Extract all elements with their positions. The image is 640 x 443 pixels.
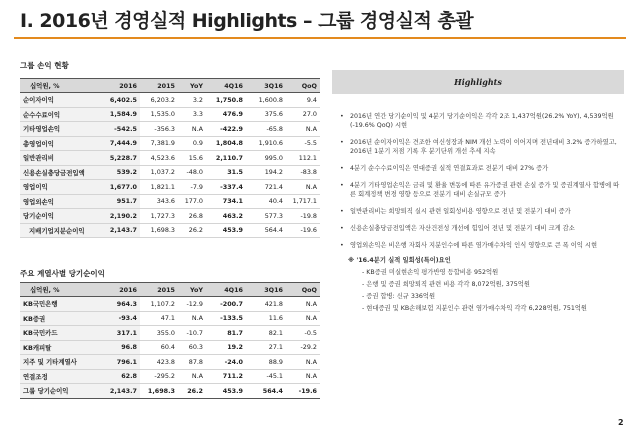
cell: 15.6: [178, 151, 206, 166]
row-label: KB증권: [20, 311, 100, 326]
cell: 112.1: [286, 151, 320, 166]
table-row: [20, 151, 320, 166]
cell: 1,750.8: [206, 93, 246, 108]
cell: 7,381.9: [140, 136, 178, 151]
header-qoq: QoQ: [286, 283, 320, 297]
table-row: [20, 122, 320, 137]
cell: 26.2: [178, 223, 206, 238]
bullet-text: 일반관리비는 희망퇴직 실시 관련 일회성비용 영향으로 전년 및 전분기 대비 증가: [350, 208, 571, 215]
cell: 1,584.9: [100, 107, 140, 122]
cell: 60.3: [178, 340, 206, 355]
list-item: [340, 112, 622, 130]
header-qoq: QoQ: [286, 79, 320, 93]
subsidiary-income-table: [20, 282, 320, 399]
list-item: [340, 224, 622, 233]
cell: 564.4: [246, 384, 286, 399]
section-label-group-pl: 그룹 손익 현황: [20, 61, 69, 70]
row-label: 지배기업지분순이익: [20, 223, 100, 238]
cell: 1,727.3: [140, 209, 178, 224]
note-subitem: - 은행 및 증권 희망퇴직 관련 비용 각각 8,072억원, 375억원: [362, 281, 530, 288]
row-label: 일반관리비: [20, 151, 100, 166]
table-row: [20, 194, 320, 209]
table-header-row: [20, 283, 320, 297]
cell: 1,535.0: [140, 107, 178, 122]
cell: 4,523.6: [140, 151, 178, 166]
bullet-icon: •: [340, 242, 344, 249]
cell: 1,698.3: [140, 384, 178, 399]
page-title: Ⅰ. 2016년 경영실적 Highlights – 그룹 경영실적 총괄: [20, 10, 474, 32]
cell: N.A: [286, 311, 320, 326]
row-label: 지주 및 기타계열사: [20, 355, 100, 370]
bullet-text: 4분기 순수수료이익은 연대증권 실적 연결효과로 전분기 대비 27% 증가: [350, 165, 549, 172]
cell: -65.8: [246, 122, 286, 137]
cell: 0.9: [178, 136, 206, 151]
header-unit: 십억원, %: [20, 79, 100, 93]
cell: 964.3: [100, 297, 140, 312]
table-row: [20, 136, 320, 151]
cell: 177.0: [178, 194, 206, 209]
table-row: [20, 340, 320, 355]
note-subitem: - KB증권 미실현손익 평가반영 등합비용 952억원: [362, 269, 499, 276]
table-row: [20, 223, 320, 238]
bullet-icon: •: [340, 182, 344, 189]
row-label: KB국민카드: [20, 326, 100, 341]
bullet-text: 영업외손익은 비은행 자회사 지분인수에 따른 염가매수차익 인식 영향으로 큰 폭 이익 시현: [350, 242, 598, 249]
cell: 7,444.9: [100, 136, 140, 151]
cell: 47.1: [140, 311, 178, 326]
cell: 476.9: [206, 107, 246, 122]
cell: 88.9: [246, 355, 286, 370]
section-label-subsidiaries: 주요 계열사별 당기순이익: [20, 269, 105, 278]
bullet-text: 신용손실충당금전입액은 자산건전성 개선에 힘입어 전년 및 전분기 대비 크게 감소: [350, 225, 575, 232]
table-row: [20, 297, 320, 312]
row-label: 당기순이익: [20, 209, 100, 224]
cell: 11.6: [246, 311, 286, 326]
cell: 1,677.0: [100, 180, 140, 195]
cell: 31.5: [206, 165, 246, 180]
cell: -19.6: [286, 223, 320, 238]
header-2016: 2016: [100, 283, 140, 297]
cell: 60.4: [140, 340, 178, 355]
cell: 1,600.8: [246, 93, 286, 108]
bullet-icon: •: [340, 208, 344, 215]
header-yoy: YoY: [178, 283, 206, 297]
table-row: [20, 180, 320, 195]
bullet-icon: •: [340, 165, 344, 172]
bullet-icon: •: [340, 113, 344, 120]
cell: 27.1: [246, 340, 286, 355]
header-unit: 십억원, %: [20, 283, 100, 297]
cell: 2,190.2: [100, 209, 140, 224]
one-off-note: ※ '16.4분기 실적 일회성(특이)요인: [348, 257, 451, 264]
cell: 421.8: [246, 297, 286, 312]
cell: 2,110.7: [206, 151, 246, 166]
row-label: 총영업이익: [20, 136, 100, 151]
cell: 539.2: [100, 165, 140, 180]
note-subitem: - 현대증권 및 KB손해보험 지분인수 관련 염가매수차익 각각 6,228억원, 751억원: [362, 305, 588, 312]
cell: -356.3: [140, 122, 178, 137]
cell: N.A: [286, 297, 320, 312]
cell: 1,037.2: [140, 165, 178, 180]
cell: 194.2: [246, 165, 286, 180]
table-row: [20, 355, 320, 370]
cell: 734.1: [206, 194, 246, 209]
cell: -19.6: [286, 384, 320, 399]
table-row: [20, 93, 320, 108]
row-label: 신용손실충당금전입액: [20, 165, 100, 180]
table-row: [20, 326, 320, 341]
list-item: [340, 181, 622, 199]
cell: N.A: [286, 355, 320, 370]
row-label: 영업이익: [20, 180, 100, 195]
cell: -337.4: [206, 180, 246, 195]
cell: 26.2: [178, 384, 206, 399]
cell: 1,717.1: [286, 194, 320, 209]
cell: N.A: [286, 122, 320, 137]
row-label: 순수수료이익: [20, 107, 100, 122]
cell: 355.0: [140, 326, 178, 341]
cell: N.A: [178, 122, 206, 137]
cell: 2,143.7: [100, 384, 140, 399]
cell: 82.1: [246, 326, 286, 341]
cell: -48.0: [178, 165, 206, 180]
cell: 796.1: [100, 355, 140, 370]
cell: 6,203.2: [140, 93, 178, 108]
note-subitem: - 증권 합병: 신규 336억원: [362, 293, 436, 300]
row-label: 영업외손익: [20, 194, 100, 209]
table-row: [20, 107, 320, 122]
cell: -422.9: [206, 122, 246, 137]
cell: 6,402.5: [100, 93, 140, 108]
cell: -7.9: [178, 180, 206, 195]
cell: 87.8: [178, 355, 206, 370]
cell: -542.5: [100, 122, 140, 137]
cell: 96.8: [100, 340, 140, 355]
cell: -133.5: [206, 311, 246, 326]
cell: 40.4: [246, 194, 286, 209]
cell: 317.1: [100, 326, 140, 341]
cell: 951.7: [100, 194, 140, 209]
header-3q16: 3Q16: [246, 283, 286, 297]
cell: -5.5: [286, 136, 320, 151]
cell: -93.4: [100, 311, 140, 326]
cell: 5,228.7: [100, 151, 140, 166]
cell: 577.3: [246, 209, 286, 224]
highlights-list: [340, 112, 622, 316]
cell: N.A: [286, 180, 320, 195]
header-2015: 2015: [140, 79, 178, 93]
bullet-text: 4분기 기타영업손익은 금리 및 환율 변동에 따른 유가증권 관련 손실 증가 및 증권계열사 합병에 따른 회계정책 변경 영향 등으로 전분기 대비 손실규모 증가: [350, 182, 620, 198]
highlights-title: Highlights: [332, 70, 624, 94]
cell: 1,107.2: [140, 297, 178, 312]
row-label: KB캐피탈: [20, 340, 100, 355]
row-label: 기타영업손익: [20, 122, 100, 137]
cell: N.A: [178, 369, 206, 384]
list-item: [340, 207, 622, 216]
cell: -83.8: [286, 165, 320, 180]
bullet-icon: •: [340, 139, 344, 146]
row-label: 그룹 당기순이익: [20, 384, 100, 399]
table-row-total: [20, 384, 320, 399]
cell: 711.2: [206, 369, 246, 384]
cell: -200.7: [206, 297, 246, 312]
table-row: [20, 165, 320, 180]
cell: 1,698.3: [140, 223, 178, 238]
bullet-text: 2016년 연간 당기순이익 및 4분기 당기순이익은 각각 2조 1,437억원(26.2% YoY), 4,539억원(-19.6% QoQ) 시현: [350, 113, 614, 129]
cell: 343.6: [140, 194, 178, 209]
cell: -295.2: [140, 369, 178, 384]
cell: 721.4: [246, 180, 286, 195]
header-2015: 2015: [140, 283, 178, 297]
cell: 62.8: [100, 369, 140, 384]
row-label: 연결조정: [20, 369, 100, 384]
cell: 453.9: [206, 223, 246, 238]
header-yoy: YoY: [178, 79, 206, 93]
group-pl-table: [20, 78, 320, 238]
bullet-text: 2016년 순이자이익은 견조한 여신성장과 NIM 개선 노력이 이어지며 전년대비 3.2% 증가하였고, 2016년 1분기 저점 기록 후 분기단위 개선 추세 지속: [350, 139, 617, 155]
table-header-row: [20, 79, 320, 93]
cell: 564.4: [246, 223, 286, 238]
cell: 1,804.8: [206, 136, 246, 151]
cell: -12.9: [178, 297, 206, 312]
cell: -10.7: [178, 326, 206, 341]
list-item: [340, 241, 622, 250]
cell: 1,910.6: [246, 136, 286, 151]
cell: -19.8: [286, 209, 320, 224]
cell: 27.0: [286, 107, 320, 122]
list-item: [340, 164, 622, 173]
cell: 19.2: [206, 340, 246, 355]
cell: 3.2: [178, 93, 206, 108]
list-item: [340, 138, 622, 156]
cell: -45.1: [246, 369, 286, 384]
header-4q16: 4Q16: [206, 79, 246, 93]
cell: 2,143.7: [100, 223, 140, 238]
cell: 26.8: [178, 209, 206, 224]
cell: 453.9: [206, 384, 246, 399]
cell: 1,821.1: [140, 180, 178, 195]
cell: 463.2: [206, 209, 246, 224]
row-label: 순이자이익: [20, 93, 100, 108]
title-divider: [14, 37, 626, 39]
cell: N.A: [286, 369, 320, 384]
row-label: KB국민은행: [20, 297, 100, 312]
bullet-icon: •: [340, 225, 344, 232]
cell: -29.2: [286, 340, 320, 355]
cell: 375.6: [246, 107, 286, 122]
header-3q16: 3Q16: [246, 79, 286, 93]
header-2016: 2016: [100, 79, 140, 93]
cell: 81.7: [206, 326, 246, 341]
table-row: [20, 369, 320, 384]
cell: 9.4: [286, 93, 320, 108]
cell: 423.8: [140, 355, 178, 370]
cell: 3.3: [178, 107, 206, 122]
cell: N.A: [178, 311, 206, 326]
table-row: [20, 209, 320, 224]
header-4q16: 4Q16: [206, 283, 246, 297]
table-row: [20, 311, 320, 326]
cell: -24.0: [206, 355, 246, 370]
page-number: 2: [618, 418, 624, 427]
cell: -0.5: [286, 326, 320, 341]
cell: 995.0: [246, 151, 286, 166]
